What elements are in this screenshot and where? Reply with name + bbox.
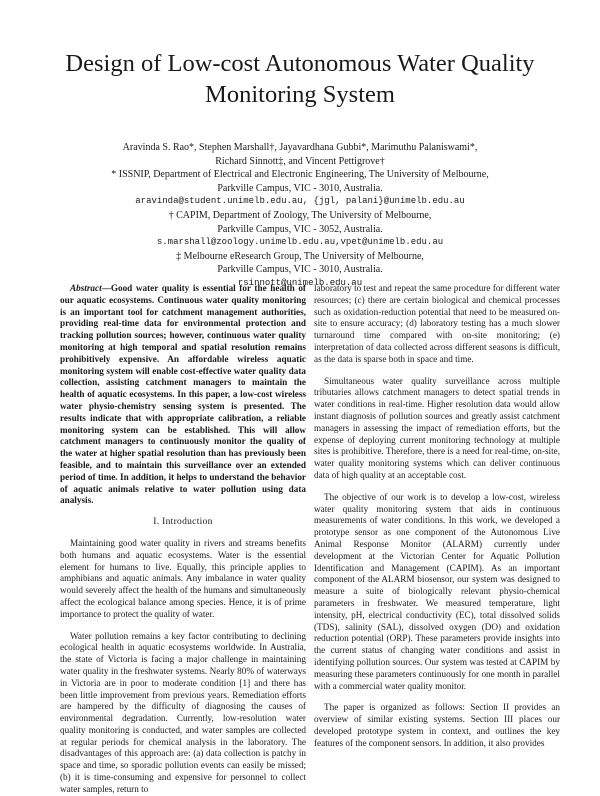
right-column (314, 283, 560, 749)
paper-title: Design of Low-cost Autonomous Water Quality Monitoring System (65, 50, 535, 108)
right-paragraph-4: The paper is organized as follows: Section II provides an overview of similar existing systems. Section III places our developed prototype system in context, and outlines the key features of the component sensors. In addition, it also provides (314, 702, 560, 748)
author-list-cont: Richard Sinnott‡, and Vincent Pettigrove† (215, 155, 385, 167)
affiliation-3: ‡ Melbourne eResearch Group, The University of Melbourne, (176, 250, 424, 262)
abstract-text: —Good water quality is essential for the health of our aquatic ecosystems. Continuous water quality monitoring is an important tool for catchment management authorities, providing real-time data for environmental protection and tracking pollution sources; however, continuous water quality monitoring at high temporal and spatial resolution remains prohibitively expensive. An affordable wireless aquatic monitoring system will enable cost-effective water quality data collection, assisting catchment managers to maintain the health of aquatic ecosystems. In this paper, a low-cost wireless water physio-chemistry sensing system is presented. The results indicate that with appropriate calibration, a reliable monitoring system can be established. This will allow catchment managers to continuously monitor the quality of the water at higher spatial resolution than has previously been feasible, and to maintain this surveillance over an extended period of time. In addition, it helps to understand the behavior of aquatic animals relative to water pollution using data analysis. (60, 283, 306, 506)
affiliation-1: * ISSNIP, Department of Electrical and Electronic Engineering, The University of Melbourne, (111, 169, 489, 181)
intro-paragraph-2: Water pollution remains a key factor contributing to declining ecological health in aquatic ecosystems worldwide. In Australia, the state of Victoria is facing a major challenge in maintaining water quality in the freshwater systems. Nearly 80% of waterways in Victoria are in poor to moderate condition [1] and there has been little improvement from previous years. Remediation efforts are hampered by the difficulty of diagnosing the causes of environmental degradation. Currently, low-resolution water quality monitoring is conducted, and water samples are collected at regular periods for chemical analysis in the laboratory. The disadvantages of this approach are: (a) data collection is patchy in space and time, so sporadic pollution events can easily be missed; (b) it is time-consuming and expensive for personnel to collect water samples, return to (60, 630, 306, 794)
right-paragraph-3: The objective of our work is to develop a low-cost, wireless water quality monitoring system that aids in continuous measurements of water conditions. In this work, we developed a prototype sensor as one component of the Autonomous Live Animal Response Monitor (ALARM) currently under development at the Victorian Center for Aquatic Pollution Identification and Management (CAPIM). As an important component of the ALARM biosensor, our system was designed to measure a suite of biologically relevant physio-chemical parameters in freshwater. We measured temperature, light intensity, pH, electrical conductivity (EC), total dissolved solids (TDS), salinity (SAL), dissolved oxygen (DO) and oxidation reduction potential (ORP). These parameters provide insights into the current status of changing water conditions and assist in identifying pollution sources. Our system was tested at CAPIM by measuring these parameters continuously for one month in parallel with a commercial water quality monitor. (314, 491, 560, 691)
abstract-label: Abstract (70, 283, 102, 293)
email-2: s.marshall@zoology.unimelb.edu.au,vpet@unimelb.edu.au (156, 237, 444, 248)
author-list: Aravinda S. Rao*, Stephen Marshall†, Jayavardhana Gubbi*, Marimuthu Palaniswami*, (122, 142, 478, 153)
email-3: rsinnott@unimelb.edu.au (237, 277, 363, 288)
email-1: aravinda@student.unimelb.edu.au, {jgl, palani}@unimelb.edu.au (135, 196, 465, 207)
section-heading-introduction: I. Introduction (153, 517, 213, 528)
affiliation-3-address: Parkville Campus, VIC - 3010, Australia. (217, 264, 383, 276)
abstract (60, 283, 306, 507)
affiliation-2-address: Parkville Campus, VIC - 3052, Australia. (217, 223, 383, 235)
intro-paragraph-1: Maintaining good water quality in rivers and streams benefits both humans and aquatic ecosystems. Water is the essential element for humans to live. Equally, this principle applies to amphibians and aquatic animals. Any imbalance in water quality would severely affect the health of the humans and simultaneously affect the ecological balance among species. Hence, it is of prime importance to protect the quality of water. (60, 537, 306, 619)
left-column (60, 283, 306, 796)
affiliation-2: † CAPIM, Department of Zoology, The University of Melbourne, (168, 209, 432, 221)
right-paragraph-1: laboratory to test and repeat the same procedure for different water resources; (c) there are certain biological and chemical processes such as oxidation-reduction potential that need to be measured on-site to ensure accuracy; (d) laboratory testing has a much slower turnaround time compared with on-site monitoring; (e) interpretation of data collected across different seasons is difficult, as the data is sparse both in space and time. (314, 283, 560, 364)
right-paragraph-2: Simultaneous water quality surveillance across multiple tributaries allows catchment managers to detect spatial trends in water conditions in real-time. Higher resolution data would allow instant diagnosis of pollution sources and greatly assist catchment managers in assessing the impact of remediation efforts, but the expense of deploying current monitoring technology at multiple sites is prohibitive. Therefore, there is a need for real-time, on-site, water quality monitoring systems which can deliver continuous data of high quality at an acceptable cost. (314, 375, 560, 480)
author-block (40, 141, 560, 291)
affiliation-1-address: Parkville Campus, VIC - 3010, Australia. (217, 182, 383, 194)
